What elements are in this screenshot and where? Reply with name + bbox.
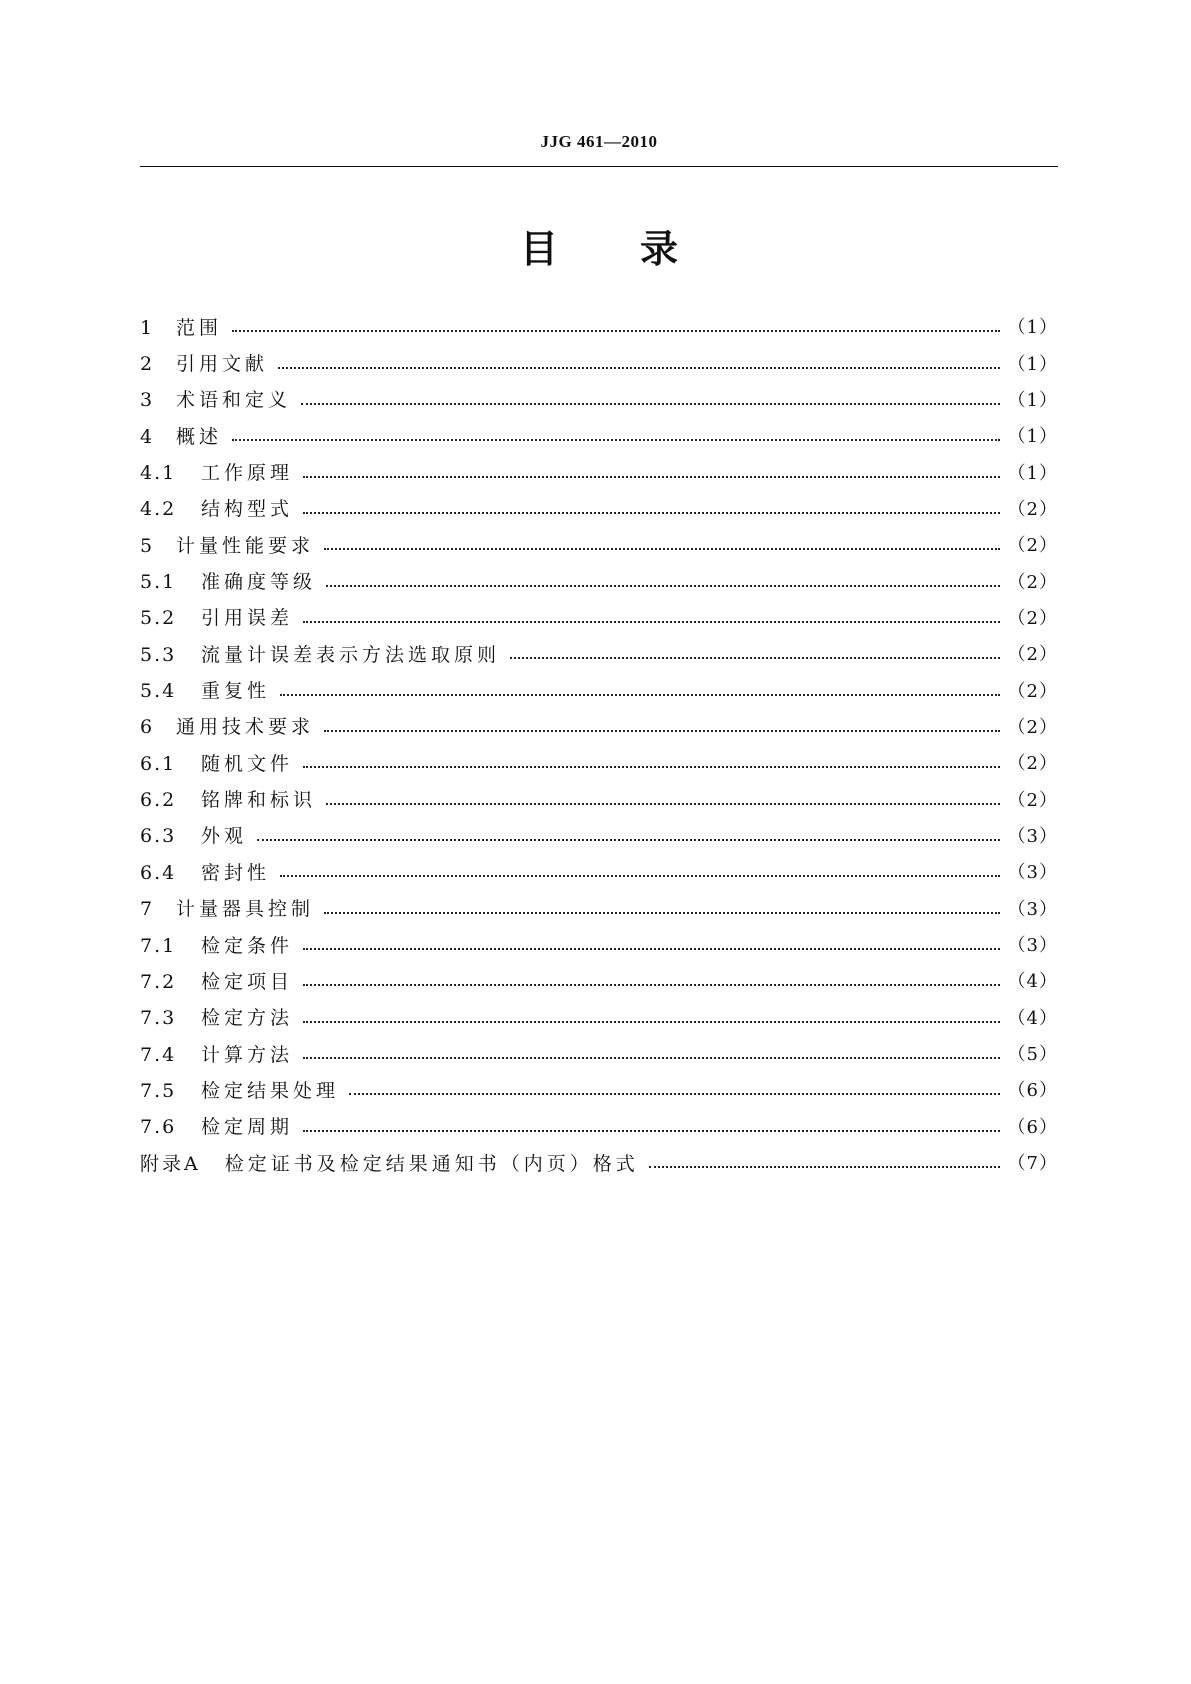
toc-title: 范围 [176,316,223,339]
toc-leader-dots [301,403,1000,405]
toc-entry[interactable] [140,855,1058,891]
toc-leader-dots [303,1057,1000,1059]
toc-entry[interactable] [140,492,1058,528]
toc-entry[interactable] [140,310,1058,346]
toc-leader-dots [326,803,1000,805]
toc-number: 7.4 [140,1043,177,1066]
toc-page: （4） [1007,1007,1058,1029]
toc-entry[interactable] [140,637,1058,673]
toc-page: （1） [1007,353,1058,375]
toc-entry[interactable] [140,746,1058,782]
toc-entry[interactable] [140,419,1058,455]
toc-leader-dots [324,548,1000,550]
toc-number: 6.4 [140,861,177,884]
toc-number: 6.2 [140,789,177,812]
toc-leader-dots [280,694,1000,696]
toc-page: （2） [1007,571,1058,593]
toc-title: 流量计误差表示方法选取原则 [201,643,501,666]
toc-number: 7.5 [140,1079,177,1102]
toc-leader-dots [510,657,1000,659]
toc-number: 6 [140,716,155,739]
toc-entry[interactable] [140,455,1058,491]
toc-number: 5.2 [140,607,177,630]
toc-title: 通用技术要求 [176,716,315,739]
toc-leader-dots [278,367,1000,369]
toc-title: 检定项目 [201,970,294,993]
toc-leader-dots [326,585,1000,587]
toc-number: 3 [140,389,155,412]
toc-entry[interactable] [140,601,1058,637]
toc-page: （3） [1007,825,1058,847]
toc-page: （1） [1007,462,1058,484]
document-code-header: JJG 461—2010 [540,132,658,151]
toc-leader-dots [280,875,1000,877]
toc-number: 1 [140,316,155,339]
toc-entry[interactable] [140,710,1058,746]
toc-title: 计量性能要求 [176,534,315,557]
toc-page: （3） [1007,862,1058,884]
toc-leader-dots [324,730,1000,732]
toc-leader-dots [303,621,1000,623]
toc-leader-dots [303,1130,1000,1132]
toc-title: 检定证书及检定结果通知书（内页）格式 [224,1152,639,1175]
page-title [140,218,1058,273]
table-of-contents [140,310,1058,1182]
toc-title: 引用文献 [176,353,269,376]
toc-leader-dots [303,1021,1000,1023]
toc-page: （3） [1007,898,1058,920]
toc-number: 7.3 [140,1007,177,1030]
toc-page: （1） [1007,426,1058,448]
toc-title: 检定条件 [201,934,294,957]
toc-entry[interactable] [140,1001,1058,1037]
toc-number: 6.1 [140,752,177,775]
toc-number: 附录A [140,1152,201,1175]
toc-title: 准确度等级 [201,571,317,594]
toc-title: 结构型式 [201,498,294,521]
toc-number: 4.2 [140,498,177,521]
toc-entry[interactable] [140,673,1058,709]
toc-leader-dots [303,984,1000,986]
toc-title: 密封性 [201,861,271,884]
toc-leader-dots [232,439,1000,441]
toc-entry[interactable] [140,1110,1058,1146]
toc-leader-dots [349,1093,1000,1095]
header-rule [140,166,1058,167]
toc-page: （2） [1007,535,1058,557]
toc-leader-dots [303,476,1000,478]
toc-page: （2） [1007,498,1058,520]
toc-page: （1） [1007,389,1058,411]
toc-leader-dots [232,330,1000,332]
toc-number: 4.1 [140,462,177,485]
toc-leader-dots [649,1166,1000,1168]
toc-title: 检定结果处理 [201,1079,340,1102]
toc-page: （3） [1007,935,1058,957]
toc-number: 7.6 [140,1116,177,1139]
toc-page: （7） [1007,1153,1058,1175]
toc-leader-dots [303,766,1000,768]
toc-page: （5） [1007,1044,1058,1066]
toc-title: 计量器具控制 [176,898,315,921]
toc-page: （2） [1007,680,1058,702]
toc-entry[interactable] [140,346,1058,382]
toc-number: 5 [140,534,155,557]
toc-title: 引用误差 [201,607,294,630]
toc-leader-dots [303,948,1000,950]
toc-page: （2） [1007,607,1058,629]
toc-title: 术语和定义 [176,389,292,412]
toc-title: 检定方法 [201,1007,294,1030]
toc-leader-dots [324,912,1000,914]
toc-leader-dots [303,512,1000,514]
toc-number: 7 [140,898,155,921]
toc-page: （2） [1007,644,1058,666]
toc-page: （2） [1007,716,1058,738]
toc-number: 7.1 [140,934,177,957]
toc-title: 铭牌和标识 [201,789,317,812]
toc-page: （2） [1007,789,1058,811]
toc-title: 外观 [201,825,248,848]
toc-title: 概述 [176,425,223,448]
toc-page: （1） [1007,317,1058,339]
toc-page: （6） [1007,1116,1058,1138]
toc-entry[interactable] [140,928,1058,964]
toc-leader-dots [257,839,1000,841]
toc-title: 随机文件 [201,752,294,775]
toc-entry[interactable] [140,892,1058,928]
toc-number: 2 [140,353,155,376]
toc-number: 7.2 [140,970,177,993]
toc-entry[interactable] [140,964,1058,1000]
toc-number: 5.3 [140,643,177,666]
title-char-2: 录 [640,227,679,271]
toc-entry-appendix[interactable] [140,1146,1058,1182]
toc-entry[interactable] [140,564,1058,600]
toc-title: 检定周期 [201,1116,294,1139]
toc-title: 工作原理 [201,462,294,485]
title-char-1: 目 [519,227,558,271]
toc-number: 5.1 [140,571,177,594]
toc-page: （4） [1007,971,1058,993]
toc-number: 5.4 [140,680,177,703]
toc-entry[interactable] [140,819,1058,855]
toc-entry[interactable] [140,1073,1058,1109]
toc-page: （2） [1007,753,1058,775]
toc-entry[interactable] [140,1037,1058,1073]
toc-number: 4 [140,425,155,448]
toc-entry[interactable] [140,782,1058,818]
toc-entry[interactable] [140,528,1058,564]
toc-title: 重复性 [201,680,271,703]
toc-number: 6.3 [140,825,177,848]
toc-entry[interactable] [140,383,1058,419]
toc-page: （6） [1007,1080,1058,1102]
toc-title: 计算方法 [201,1043,294,1066]
